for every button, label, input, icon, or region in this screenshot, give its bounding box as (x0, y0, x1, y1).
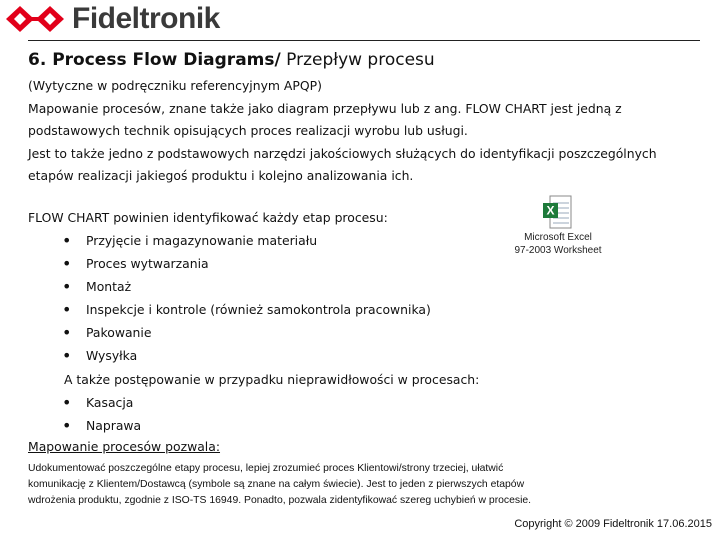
flow-item: Wysyłka (86, 348, 138, 363)
nonconformity-item: Naprawa (86, 418, 142, 433)
flow-item: Proces wytwarzania (86, 256, 209, 271)
bullet: • (62, 393, 72, 412)
bullet: • (62, 254, 72, 273)
flow-heading: FLOW CHART powinien identyfikować każdy etap procesu: (28, 210, 388, 225)
allows-text-line: wdrożenia produktu, zgodnie z ISO-TS 16949. Ponadto, pozwala zidentyfikować szereg uchybień w procesie. (28, 495, 532, 506)
embedded-excel-object[interactable] (508, 195, 608, 263)
flow-item: Inspekcje i kontrole (również samokontrola pracownika) (86, 302, 431, 317)
bullet: • (62, 300, 72, 319)
intro-line: (Wytyczne w podręczniku referencyjnym APQP) (28, 78, 322, 93)
page-title (28, 50, 435, 70)
excel-label-line2: 97-2003 Worksheet (514, 245, 602, 256)
bullet: • (62, 231, 72, 250)
flow-item: Przyjęcie i magazynowanie materiału (86, 233, 318, 248)
title-bold: 6. Process Flow Diagrams/ (28, 50, 281, 70)
intro-line: Mapowanie procesów, znane także jako diagram przepływu lub z ang. FLOW CHART jest jedną z (28, 101, 622, 116)
nonconformity-item: Kasacja (86, 395, 134, 410)
flow-item: Pakowanie (86, 325, 152, 340)
flow-item: Montaż (86, 279, 132, 294)
excel-icon (542, 195, 572, 229)
bullet: • (62, 416, 72, 435)
fideltronik-logo (4, 2, 220, 36)
bullet: • (62, 277, 72, 296)
svg-text:X: X (546, 203, 555, 218)
allows-text-line: Udokumentować poszczególne etapy procesu, lepiej zrozumieć proces Klientowi/strony trzeciej, ułatwić (28, 463, 504, 474)
intro-line: Jest to także jedno z podstawowych narzędzi jakościowych służących do identyfikacji poszczególnych (28, 146, 657, 161)
diamond-logo-icon (4, 4, 66, 34)
intro-line: podstawowych technik opisujących proces realizacji wyrobu lub usługi. (28, 123, 468, 138)
logo-wordmark: Fideltronik (72, 2, 220, 35)
allows-text-line: komunikację z Klientem/Dostawcą (symbole są znane na całym świecie). Jest to jeden z pierwszych etapów (28, 479, 525, 490)
footer-copyright: Copyright © 2009 Fideltronik 17.06.2015 (514, 518, 712, 530)
nonconformity-heading: A także postępowanie w przypadku nieprawidłowości w procesach: (64, 372, 480, 387)
allows-heading: Mapowanie procesów pozwala: (28, 439, 221, 454)
bullet: • (62, 323, 72, 342)
header-divider (28, 40, 700, 41)
intro-line: etapów realizacji jakiegoś produktu i kolejno analizowania ich. (28, 168, 414, 183)
title-normal: Przepływ procesu (280, 50, 435, 70)
bullet: • (62, 346, 72, 365)
excel-label-line1: Microsoft Excel (524, 232, 592, 243)
